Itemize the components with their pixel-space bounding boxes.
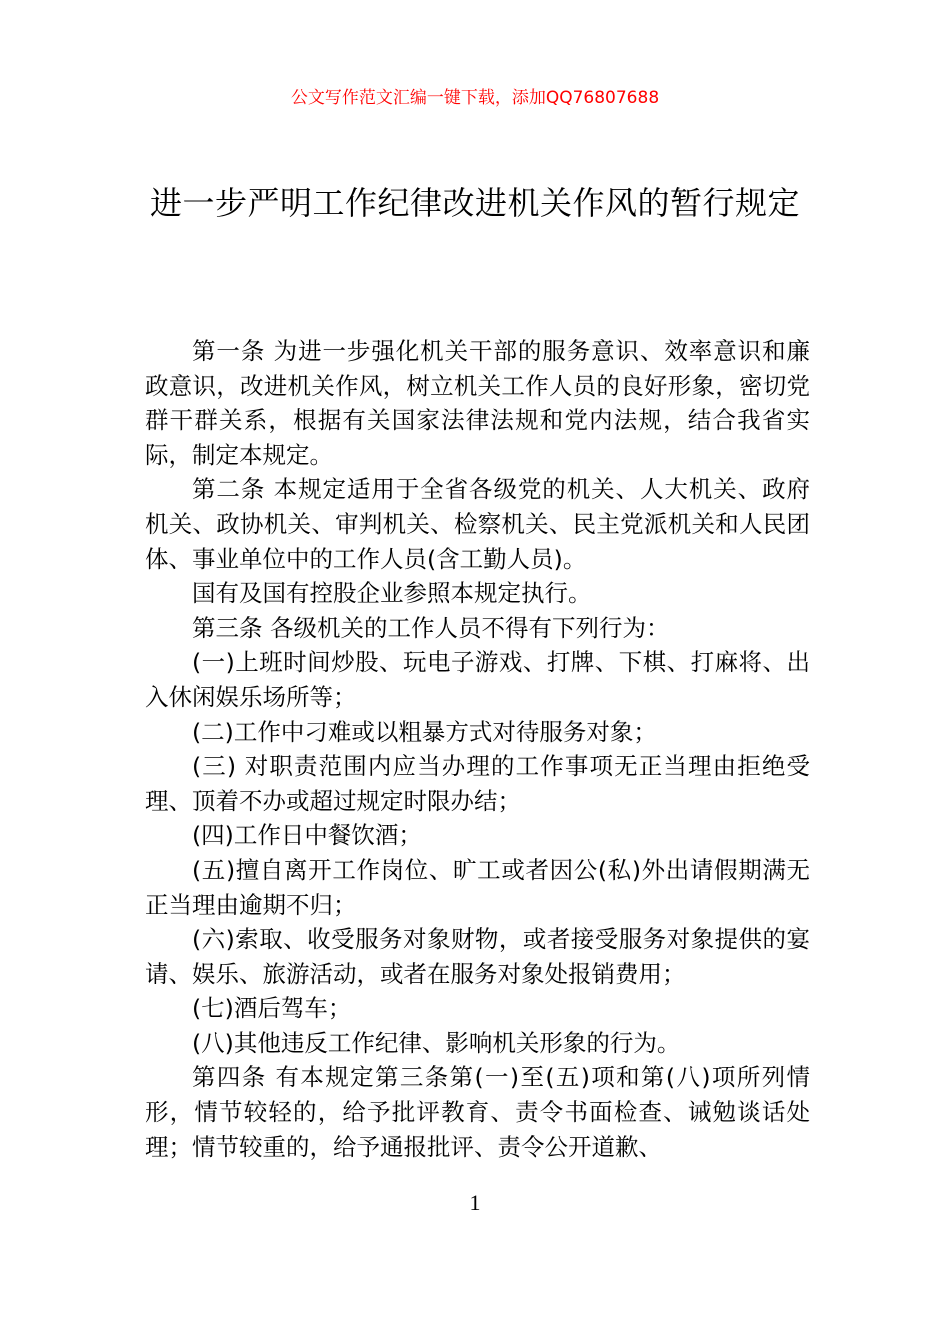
article-4-paragraph: 第四条 有本规定第三条第(一)至(五)项和第(八)项所列情形，情节较轻的，给予批评教育、责令书面检查、诫勉谈话处理；情节较重的，给予通报批评、责令公开道歉、	[145, 1063, 810, 1161]
state-enterprise-paragraph: 国有及国有控股企业参照本规定执行。	[192, 579, 592, 608]
item-1-paragraph: (一)上班时间炒股、玩电子游戏、打牌、下棋、打麻将、出入休闲娱乐场所等；	[145, 648, 810, 711]
document-body	[145, 334, 810, 1164]
item-5-paragraph: (五)擅自离开工作岗位、旷工或者因公(私)外出请假期满无正当理由逾期不归；	[145, 855, 810, 919]
item-8-paragraph: (八)其他违反工作纪律、影响机关形象的行为。	[192, 1028, 681, 1057]
page-number: 1	[469, 1190, 481, 1215]
item-7-paragraph: (七)酒后驾车；	[192, 994, 352, 1023]
item-4-paragraph: (四)工作日中餐饮酒；	[192, 821, 422, 850]
document-title: 进一步严明工作纪律改进机关作风的暂行规定	[150, 184, 801, 222]
article-3-paragraph: 第三条 各级机关的工作人员不得有下列行为：	[192, 613, 670, 642]
item-6-paragraph: (六)索取、收受服务对象财物，或者接受服务对象提供的宴请、娱乐、旅游活动，或者在服务对象处报销费用；	[145, 925, 810, 988]
article-2-paragraph: 第二条 本规定适用于全省各级党的机关、人大机关、政府机关、政协机关、审判机关、检察机关、民主党派机关和人民团体、事业单位中的工作人员(含工勤人员)。	[145, 475, 810, 573]
item-2-paragraph: (二)工作中刁难或以粗暴方式对待服务对象；	[192, 717, 657, 746]
article-1-paragraph: 第一条 为进一步强化机关干部的服务意识、效率意识和廉政意识，改进机关作风，树立机关工作人员的良好形象，密切党群干群关系，根据有关国家法律法规和党内法规，结合我省实际，制定本规定。	[145, 337, 810, 469]
download-notice: 公文写作范文汇编一键下载，添加QQ76807688	[290, 88, 660, 108]
item-3-paragraph: (三) 对职责范围内应当办理的工作事项无正当理由拒绝受理、顶着不办或超过规定时限办结；	[145, 752, 810, 815]
